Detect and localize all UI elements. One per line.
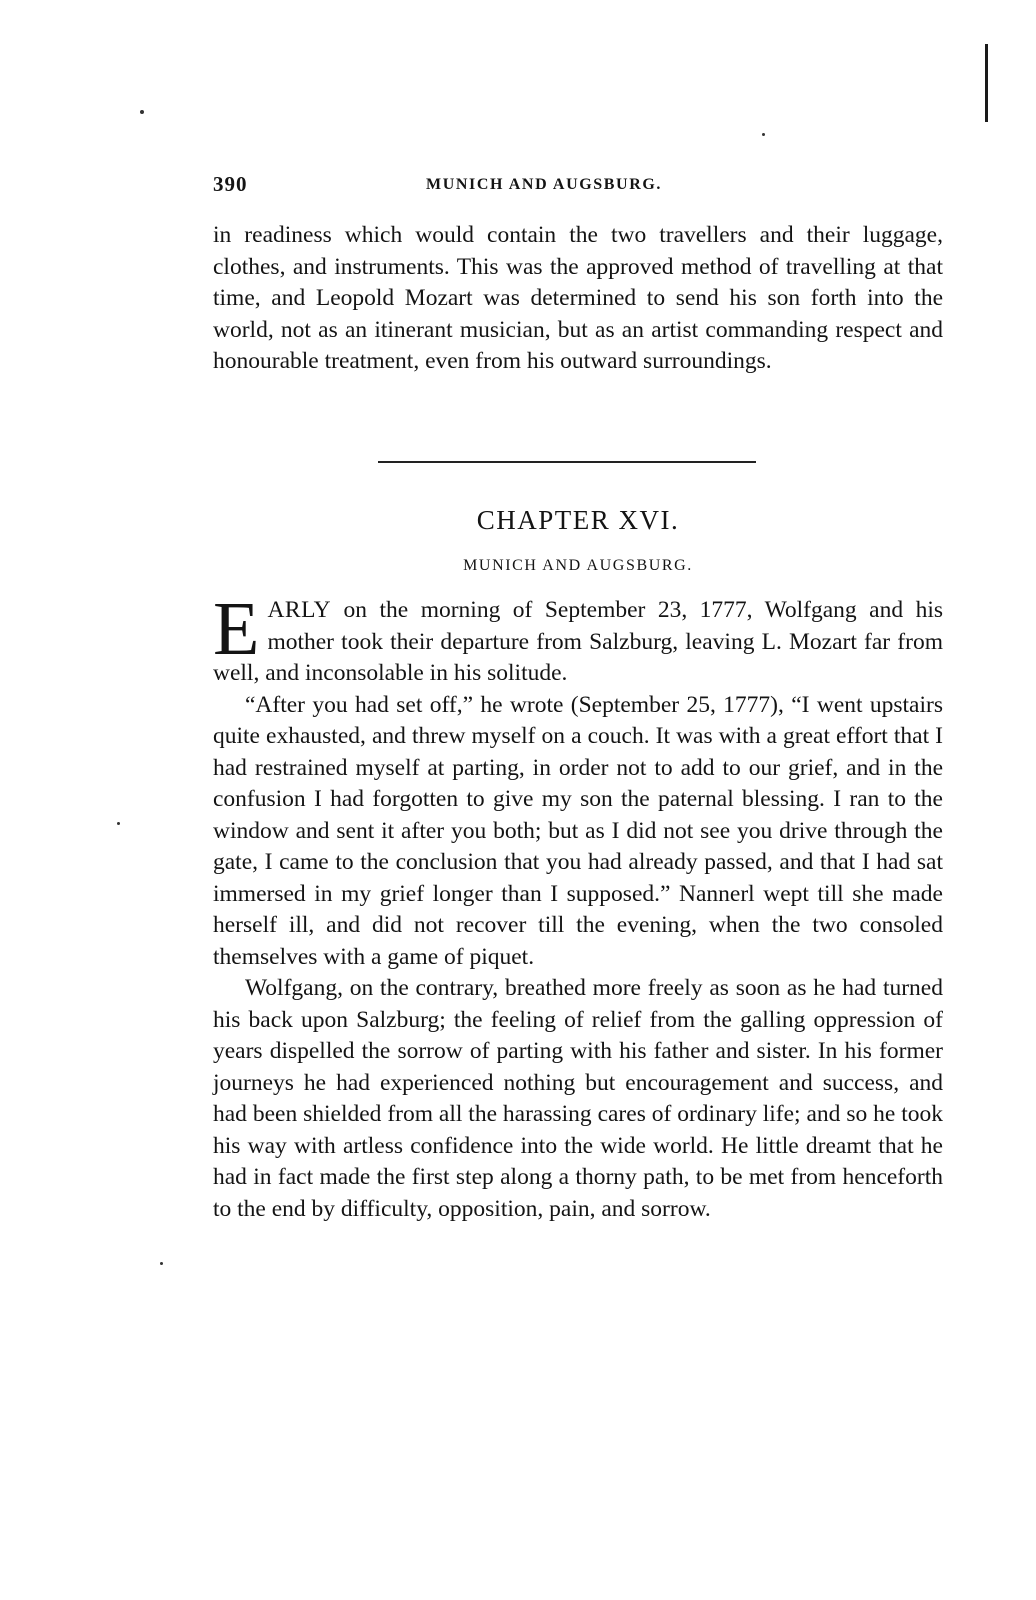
paragraph-3: Wolfgang, on the contrary, breathed more freely as soon as he had turned his back upon Salzburg; the feeling of relief from the galling oppression of years dispelled the sorrow of parting with his father and sister. In his former journeys he had experienced nothing but encouragement and success, and had been shielded from all the harassing cares of ordinary life; and so he took his way with artless confidence into the wide world. He little dreamt that he had in fact made the first step along a thorny path, to be met from henceforth to the end by difficulty, opposition, pain, and sorrow. bbox=[213, 975, 943, 1222]
page-number: 390 bbox=[213, 172, 248, 196]
scan-speck bbox=[140, 110, 144, 114]
chapter-subtitle: MUNICH AND AUGSBURG. bbox=[463, 557, 693, 574]
scan-speck bbox=[117, 822, 120, 825]
chapter-heading: CHAPTER XVI. bbox=[476, 505, 680, 535]
drop-cap: E bbox=[213, 587, 260, 671]
scan-speck bbox=[160, 1262, 163, 1265]
chapter-body bbox=[213, 587, 943, 1225]
scan-speck bbox=[762, 133, 765, 136]
chapter-divider bbox=[378, 461, 756, 463]
running-title: MUNICH AND AUGSBURG. bbox=[426, 176, 663, 193]
paragraph-1-text: on the morning of September 23, 1777, Wolfgang and his mother took their departure from Salzburg, leaving L. Mozart far from well, and inconsolable in his solitude. bbox=[213, 597, 943, 686]
paragraph-2: “After you had set off,” he wrote (September 25, 1777), “I went upstairs quite exhausted, and threw myself on a couch. It was with a great effort that I had restrained myself at parting, in order not to add to our grief, and in the confusion I had forgotten to give my son the paternal blessing. I ran to the window and sent it after you both; but as I did not see you drive through the gate, I came to the conclusion that you had already passed, and that I had sat immersed in my grief longer than I supposed.” Nannerl wept till she made herself ill, and did not recover till the evening, when the two consoled themselves with a game of piquet. bbox=[213, 691, 943, 970]
paragraph-1-lead: ARLY bbox=[267, 597, 332, 623]
running-head bbox=[213, 172, 940, 198]
paragraph-1 bbox=[213, 587, 943, 690]
scan-edge-mark bbox=[985, 44, 988, 122]
intro-paragraph: in readiness which would contain the two travellers and their luggage, clothes, and instruments. This was the approved method of travelling at that time, and Leopold Mozart was determined to send his son forth into the world, not as an itinerant musician, but as an artist commanding respect and honourable treatment, even from his outward surroundings. bbox=[213, 222, 943, 374]
